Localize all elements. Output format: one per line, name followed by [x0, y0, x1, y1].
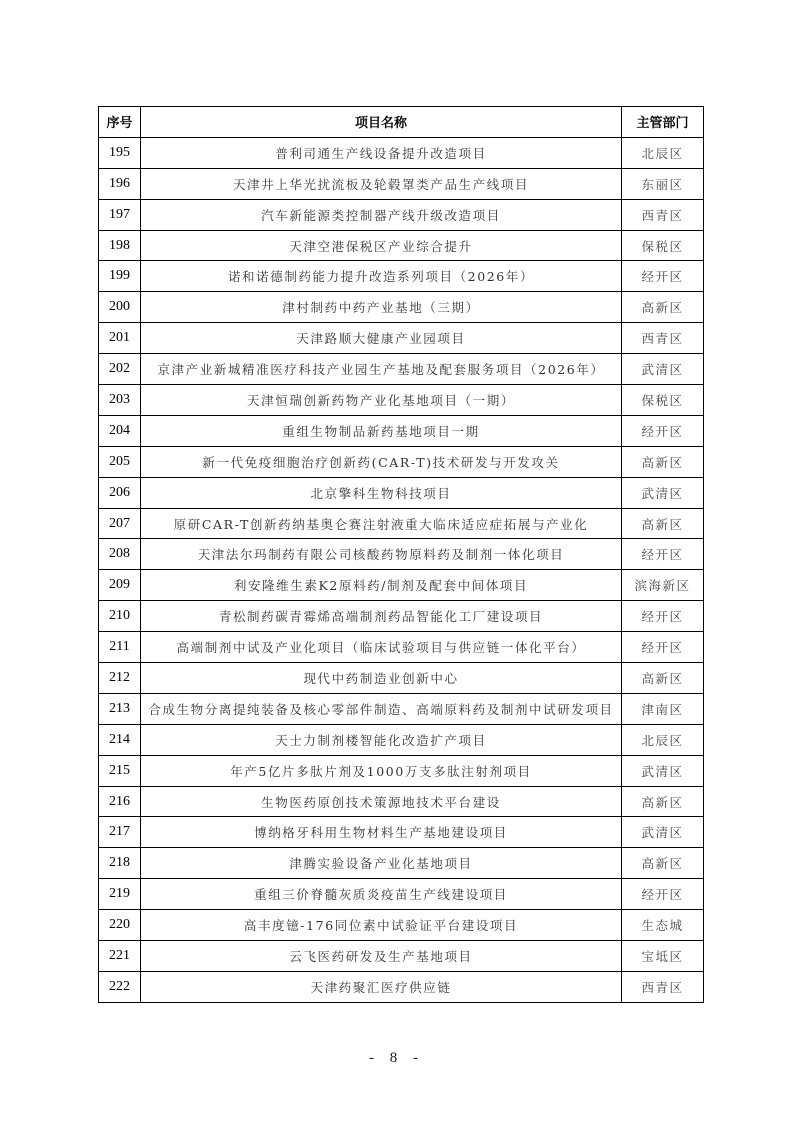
- department-cell: 保税区: [622, 385, 704, 416]
- project-name-cell: 诺和诺德制药能力提升改造系列项目（2026年）: [141, 261, 622, 292]
- table-row: [99, 385, 704, 416]
- department-cell: 东丽区: [622, 168, 704, 199]
- department-cell: 武清区: [622, 354, 704, 385]
- project-name-cell: 汽车新能源类控制器产线升级改造项目: [141, 199, 622, 230]
- serial-number-cell: 211: [99, 632, 141, 663]
- project-name-cell: 津村制药中药产业基地（三期）: [141, 292, 622, 323]
- table-row: [99, 323, 704, 354]
- table-row: [99, 230, 704, 261]
- serial-number-cell: 205: [99, 446, 141, 477]
- project-name-cell: 重组三价脊髓灰质炎疫苗生产线建设项目: [141, 879, 622, 910]
- table-row: [99, 601, 704, 632]
- department-cell: 经开区: [622, 879, 704, 910]
- table-row: [99, 786, 704, 817]
- project-table: [98, 106, 704, 1003]
- serial-number-cell: 203: [99, 385, 141, 416]
- project-name-cell: 北京擎科生物科技项目: [141, 477, 622, 508]
- table-row: [99, 971, 704, 1002]
- project-name-cell: 博纳格牙科用生物材料生产基地建设项目: [141, 817, 622, 848]
- serial-number-cell: 215: [99, 755, 141, 786]
- table-row: [99, 817, 704, 848]
- project-name-cell: 普利司通生产线设备提升改造项目: [141, 137, 622, 168]
- project-name-cell: 现代中药制造业创新中心: [141, 663, 622, 694]
- department-cell: 高新区: [622, 292, 704, 323]
- table-row: [99, 168, 704, 199]
- serial-number-cell: 200: [99, 292, 141, 323]
- department-cell: 津南区: [622, 693, 704, 724]
- serial-number-cell: 209: [99, 570, 141, 601]
- table-row: [99, 137, 704, 168]
- department-cell: 高新区: [622, 446, 704, 477]
- table-row: [99, 941, 704, 972]
- table-row: [99, 570, 704, 601]
- department-cell: 西青区: [622, 971, 704, 1002]
- serial-number-cell: 220: [99, 910, 141, 941]
- serial-number-cell: 218: [99, 848, 141, 879]
- table-row: [99, 292, 704, 323]
- project-name-cell: 年产5亿片多肽片剂及1000万支多肽注射剂项目: [141, 755, 622, 786]
- serial-number-cell: 201: [99, 323, 141, 354]
- serial-number-cell: 197: [99, 199, 141, 230]
- serial-number-cell: 217: [99, 817, 141, 848]
- table-row: [99, 539, 704, 570]
- serial-number-cell: 219: [99, 879, 141, 910]
- table-row: [99, 446, 704, 477]
- serial-number-cell: 195: [99, 137, 141, 168]
- project-name-cell: 天津路顺大健康产业园项目: [141, 323, 622, 354]
- serial-number-cell: 214: [99, 724, 141, 755]
- project-name-cell: 高端制剂中试及产业化项目（临床试验项目与供应链一体化平台）: [141, 632, 622, 663]
- table-row: [99, 848, 704, 879]
- project-name-cell: 京津产业新城精准医疗科技产业园生产基地及配套服务项目（2026年）: [141, 354, 622, 385]
- project-name-cell: 利安隆维生素K2原料药/制剂及配套中间体项目: [141, 570, 622, 601]
- project-name-cell: 天士力制剂楼智能化改造扩产项目: [141, 724, 622, 755]
- serial-number-cell: 212: [99, 663, 141, 694]
- project-name-cell: 云飞医药研发及生产基地项目: [141, 941, 622, 972]
- department-cell: 高新区: [622, 848, 704, 879]
- serial-number-cell: 204: [99, 415, 141, 446]
- serial-number-cell: 216: [99, 786, 141, 817]
- project-name-cell: 新一代免疫细胞治疗创新药(CAR-T)技术研发与开发攻关: [141, 446, 622, 477]
- department-cell: 西青区: [622, 199, 704, 230]
- table-row: [99, 199, 704, 230]
- table-row: [99, 508, 704, 539]
- department-cell: 经开区: [622, 632, 704, 663]
- serial-number-cell: 221: [99, 941, 141, 972]
- project-name-cell: 重组生物制品新药基地项目一期: [141, 415, 622, 446]
- header-serial-number: 序号: [99, 107, 141, 138]
- serial-number-cell: 206: [99, 477, 141, 508]
- department-cell: 保税区: [622, 230, 704, 261]
- table-row: [99, 693, 704, 724]
- table-row: [99, 261, 704, 292]
- department-cell: 北辰区: [622, 724, 704, 755]
- table-row: [99, 632, 704, 663]
- table-row: [99, 354, 704, 385]
- department-cell: 经开区: [622, 601, 704, 632]
- table-row: [99, 724, 704, 755]
- serial-number-cell: 202: [99, 354, 141, 385]
- serial-number-cell: 213: [99, 693, 141, 724]
- table-row: [99, 415, 704, 446]
- header-project-name: 项目名称: [141, 107, 622, 138]
- serial-number-cell: 208: [99, 539, 141, 570]
- serial-number-cell: 210: [99, 601, 141, 632]
- department-cell: 武清区: [622, 817, 704, 848]
- table-header-row: [99, 107, 704, 138]
- project-name-cell: 青松制药碳青霉烯高端制剂药品智能化工厂建设项目: [141, 601, 622, 632]
- department-cell: 经开区: [622, 539, 704, 570]
- project-name-cell: 原研CAR-T创新药纳基奥仑赛注射液重大临床适应症拓展与产业化: [141, 508, 622, 539]
- page-number: - 8 -: [369, 1050, 424, 1066]
- table-row: [99, 477, 704, 508]
- project-name-cell: 津腾实验设备产业化基地项目: [141, 848, 622, 879]
- department-cell: 经开区: [622, 415, 704, 446]
- project-name-cell: 天津井上华光扰流板及轮毂罩类产品生产线项目: [141, 168, 622, 199]
- serial-number-cell: 198: [99, 230, 141, 261]
- department-cell: 宝坻区: [622, 941, 704, 972]
- project-name-cell: 生物医药原创技术策源地技术平台建设: [141, 786, 622, 817]
- department-cell: 滨海新区: [622, 570, 704, 601]
- serial-number-cell: 207: [99, 508, 141, 539]
- department-cell: 高新区: [622, 786, 704, 817]
- serial-number-cell: 222: [99, 971, 141, 1002]
- project-name-cell: 合成生物分离提纯装备及核心零部件制造、高端原料药及制剂中试研发项目: [141, 693, 622, 724]
- department-cell: 北辰区: [622, 137, 704, 168]
- table-row: [99, 879, 704, 910]
- department-cell: 武清区: [622, 477, 704, 508]
- department-cell: 高新区: [622, 663, 704, 694]
- department-cell: 高新区: [622, 508, 704, 539]
- project-name-cell: 天津恒瑞创新药物产业化基地项目（一期）: [141, 385, 622, 416]
- table-row: [99, 663, 704, 694]
- project-name-cell: 天津空港保税区产业综合提升: [141, 230, 622, 261]
- header-department: 主管部门: [622, 107, 704, 138]
- table-row: [99, 755, 704, 786]
- project-name-cell: 天津法尔玛制药有限公司核酸药物原料药及制剂一体化项目: [141, 539, 622, 570]
- department-cell: 生态城: [622, 910, 704, 941]
- serial-number-cell: 199: [99, 261, 141, 292]
- project-name-cell: 天津药聚汇医疗供应链: [141, 971, 622, 1002]
- table-row: [99, 910, 704, 941]
- department-cell: 武清区: [622, 755, 704, 786]
- project-name-cell: 高丰度镱-176同位素中试验证平台建设项目: [141, 910, 622, 941]
- department-cell: 西青区: [622, 323, 704, 354]
- department-cell: 经开区: [622, 261, 704, 292]
- serial-number-cell: 196: [99, 168, 141, 199]
